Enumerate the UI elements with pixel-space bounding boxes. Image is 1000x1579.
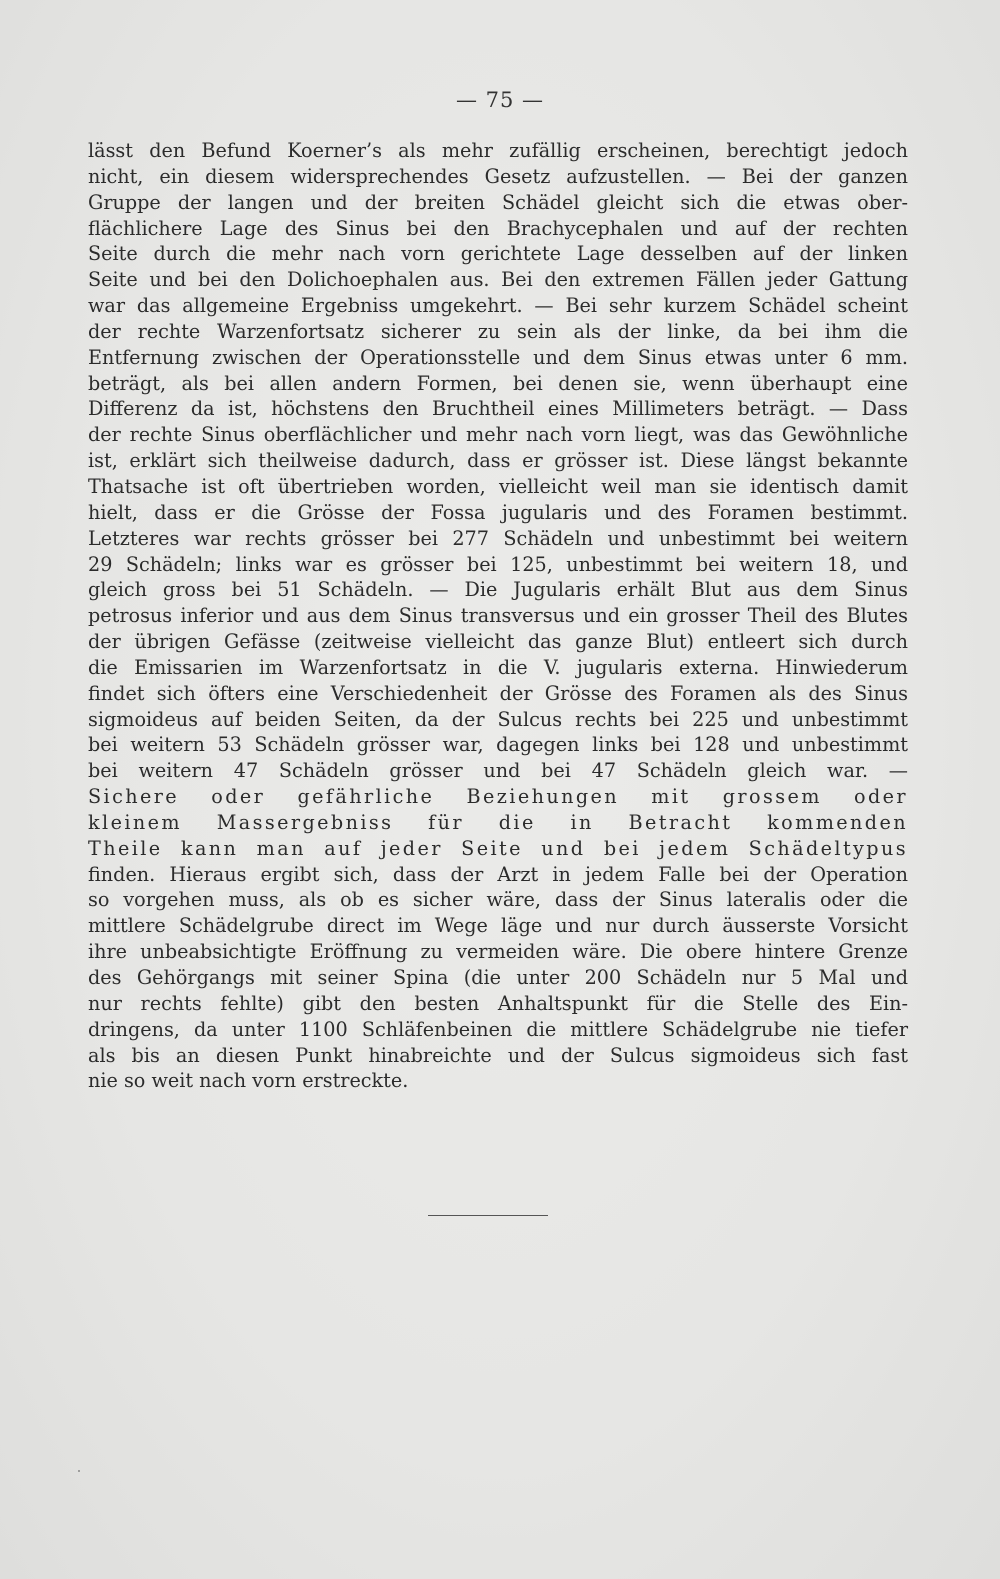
text-line: finden. Hieraus ergibt sich, dass der Arzt in jedem Falle bei der Operation bbox=[88, 862, 908, 886]
paper-speck bbox=[78, 1470, 80, 1472]
text-line: des Gehörgangs mit seiner Spina (die unter 200 Schädeln nur 5 Mal und bbox=[88, 966, 908, 989]
emphasized-text-line: Theile kann man auf jeder Seite und bei jedem Schädeltypus bbox=[88, 836, 908, 860]
text-line: als bis an diesen Punkt hinabreichte und der Sulcus sigmoideus sich fast bbox=[88, 1043, 908, 1067]
text-line: war das allgemeine Ergebniss umgekehrt. — Bei sehr kurzem Schädel scheint bbox=[88, 294, 908, 318]
text-line: dringens, da unter 1100 Schläfenbeinen die mittlere Schädelgrube nie tiefer bbox=[88, 1017, 908, 1041]
text-line: hielt, dass er die Grösse der Fossa jugularis und des Foramen bestimmt. bbox=[88, 500, 908, 524]
text-line: bei weitern 47 Schädeln grösser und bei 47 Schädeln gleich war. — bbox=[88, 759, 908, 783]
text-line: der rechte Sinus oberflächlicher und mehr nach vorn liegt, was das Gewöhnliche bbox=[88, 423, 908, 447]
text-line-last: nie so weit nach vorn erstreckte. bbox=[88, 1069, 409, 1093]
text-line: nicht, ein diesem widersprechendes Gesetz aufzustellen. — Bei der ganzen bbox=[88, 164, 908, 188]
text-line: Thatsache ist oft übertrieben worden, vielleicht weil man sie identisch damit bbox=[88, 474, 908, 498]
text-line: Seite und bei den Dolichoephalen aus. Bei den extremen Fällen jeder Gattung bbox=[88, 268, 908, 292]
text-line: ihre unbeabsichtigte Eröffnung zu vermeiden wäre. Die obere hintere Grenze bbox=[88, 940, 908, 964]
text-line: Seite durch die mehr nach vorn gerichtete Lage desselben auf der linken bbox=[88, 242, 908, 266]
text-line: der rechte Warzenfortsatz sicherer zu sein als der linke, da bei ihm die bbox=[88, 319, 908, 343]
emphasized-text-line: kleinem Massergebniss für die in Betracht kommenden bbox=[88, 810, 908, 834]
text-line: findet sich öfters eine Verschiedenheit der Grösse des Foramen als des Sinus bbox=[88, 681, 908, 705]
text-line: die Emissarien im Warzenfortsatz in die V. jugularis externa. Hinwiederum bbox=[88, 655, 908, 679]
text-line: der übrigen Gefässe (zeitweise vielleicht das ganze Blut) entleert sich durch bbox=[88, 630, 908, 654]
text-line: gleich gross bei 51 Schädeln. — Die Jugularis erhält Blut aus dem Sinus bbox=[88, 578, 908, 602]
text-line: Differenz da ist, höchstens den Bruchtheil eines Millimeters beträgt. — Dass bbox=[88, 397, 908, 421]
body-text bbox=[88, 138, 908, 1094]
text-line: bei weitern 53 Schädeln grösser war, dagegen links bei 128 und unbestimmt bbox=[88, 733, 908, 757]
text-line: beträgt, als bei allen andern Formen, bei denen sie, wenn überhaupt eine bbox=[88, 371, 908, 395]
text-line: 29 Schädeln; links war es grösser bei 125, unbestimmt bei weitern 18, und bbox=[88, 552, 908, 576]
text-line: Letzteres war rechts grösser bei 277 Schädeln und unbestimmt bei weitern bbox=[88, 526, 908, 550]
text-line: nur rechts fehlte) gibt den besten Anhaltspunkt für die Stelle des Ein- bbox=[88, 991, 908, 1015]
text-line: so vorgehen muss, als ob es sicher wäre, dass der Sinus lateralis oder die bbox=[88, 888, 908, 912]
text-line: sigmoideus auf beiden Seiten, da der Sulcus rechts bei 225 und unbestimmt bbox=[88, 707, 908, 731]
text-line: ist, erklärt sich theilweise dadurch, dass er grösser ist. Diese längst bekannte bbox=[88, 449, 908, 473]
page-number: — 75 — bbox=[455, 88, 545, 112]
text-line: petrosus inferior und aus dem Sinus transversus und ein grosser Theil des Blutes bbox=[88, 604, 908, 628]
text-line: mittlere Schädelgrube direct im Wege läge und nur durch äusserste Vorsicht bbox=[88, 914, 908, 938]
section-divider bbox=[428, 1215, 548, 1216]
text-line: lässt den Befund Koerner’s als mehr zufällig erscheinen, berechtigt jedoch bbox=[88, 139, 908, 162]
text-line: flächlichere Lage des Sinus bei den Brachycephalen und auf der rechten bbox=[88, 216, 908, 240]
text-line: Entfernung zwischen der Operationsstelle und dem Sinus etwas unter 6 mm. bbox=[88, 345, 908, 369]
text-line: Gruppe der langen und der breiten Schädel gleicht sich die etwas ober- bbox=[88, 190, 908, 214]
emphasized-text-line: Sichere oder gefährliche Beziehungen mit grossem oder bbox=[88, 785, 908, 809]
